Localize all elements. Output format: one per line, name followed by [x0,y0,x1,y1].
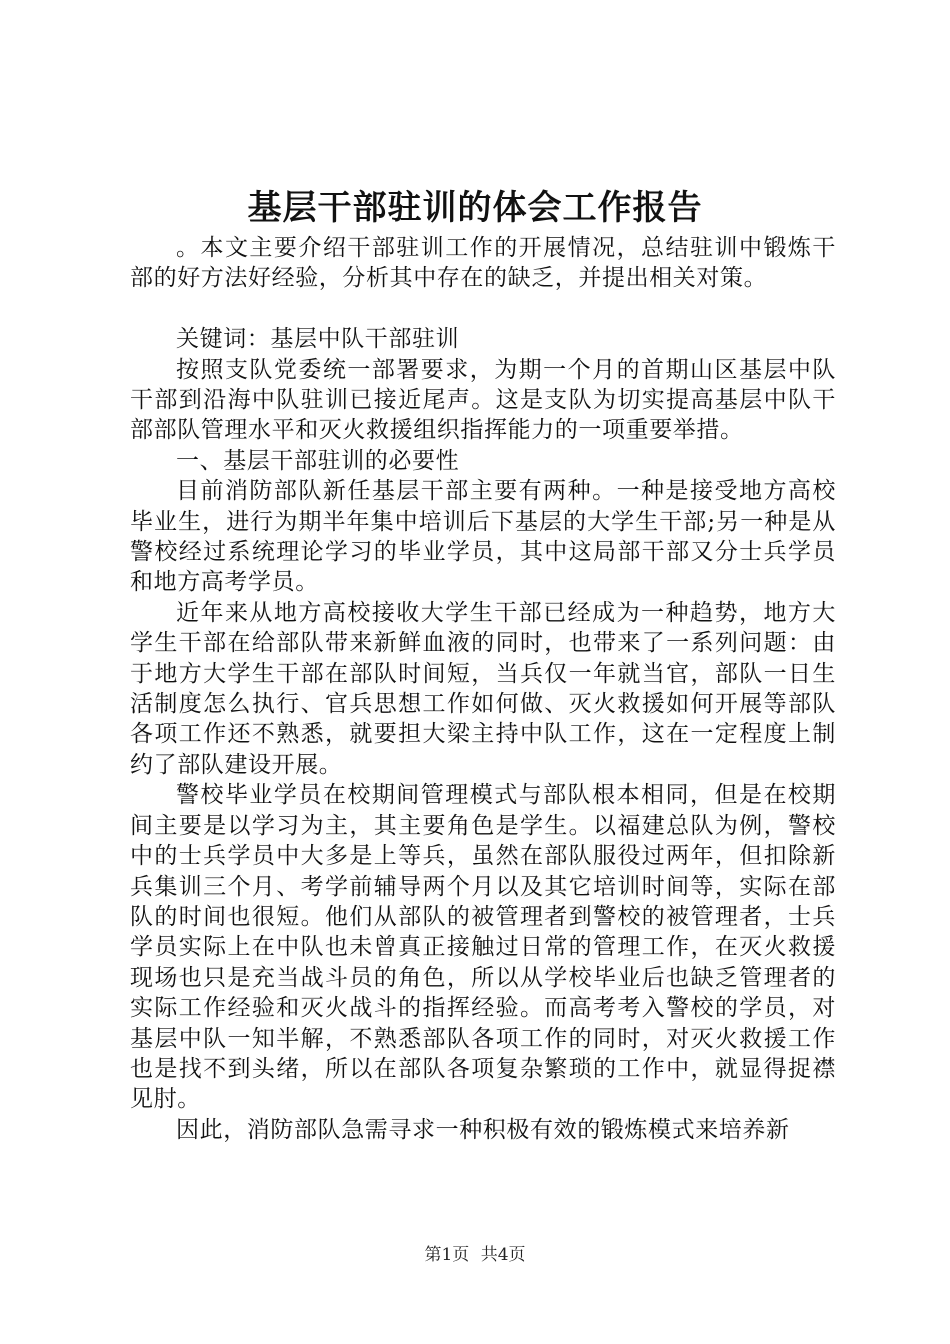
body-paragraph: 警校毕业学员在校期间管理模式与部队根本相同，但是在校期间主要是以学习为主，其主要角色是学生。以福建总队为例，警校中的士兵学员中大多是上等兵，虽然在部队服役过两年，但扣除新兵集训三个月、考学前辅导两个月以及其它培训时间等，实际在部队的时间也很短。他们从部队的被管理者到警校的被管理者，士兵学员实际上在中队也未曾真正接触过日常的管理工作，在灭火救援现场也只是充当战斗员的角色，所以从学校毕业后也缺乏管理者的实际工作经验和灭火战斗的指挥经验。而高考考入警校的学员，对基层中队一知半解，不熟悉部队各项工作的同时，对灭火救援工作也是找不到头绪，所以在部队各项复杂繁琐的工作中，就显得捉襟见肘。 [130,782,836,1113]
section-heading: 一、基层干部驻训的必要性 [176,447,460,474]
keywords-paragraph: 关键词：基层中队干部驻训 [176,326,460,353]
document-body [130,233,836,1145]
paragraph-spacer [130,294,836,324]
page-footer [0,1243,950,1267]
document-title: 基层干部驻训的体会工作报告 [247,188,703,228]
body-paragraph: 目前消防部队新任基层干部主要有两种。一种是接受地方高校毕业生，进行为期半年集中培训后下基层的大学生干部;另一种是从警校经过系统理论学习的毕业学员，其中这局部干部又分士兵学员和地方高考学员。 [130,478,836,596]
body-paragraph: 近年来从地方高校接收大学生干部已经成为一种趋势，地方大学生干部在给部队带来新鲜血液的同时，也带来了一系列问题：由于地方大学生干部在部队时间短，当兵仅一年就当官，部队一日生活制度怎么执行、官兵思想工作如何做、灭火救援如何开展等部队各项工作还不熟悉，就要担大梁主持中队工作，这在一定程度上制约了部队建设开展。 [130,599,836,778]
total-pages: 共4页 [480,1245,526,1265]
body-paragraph: 因此，消防部队急需寻求一种积极有效的锻炼模式来培养新 [176,1116,790,1143]
abstract-paragraph: 。本文主要介绍干部驻训工作的开展情况，总结驻训中锻炼干部的好方法好经验，分析其中存在的缺乏，并提出相关对策。 [130,235,836,292]
page-number: 第1页 [424,1245,470,1265]
body-paragraph: 按照支队党委统一部署要求，为期一个月的首期山区基层中队干部到沿海中队驻训已接近尾声。这是支队为切实提高基层中队干部部队管理水平和灭火救援组织指挥能力的一项重要举措。 [130,356,836,444]
